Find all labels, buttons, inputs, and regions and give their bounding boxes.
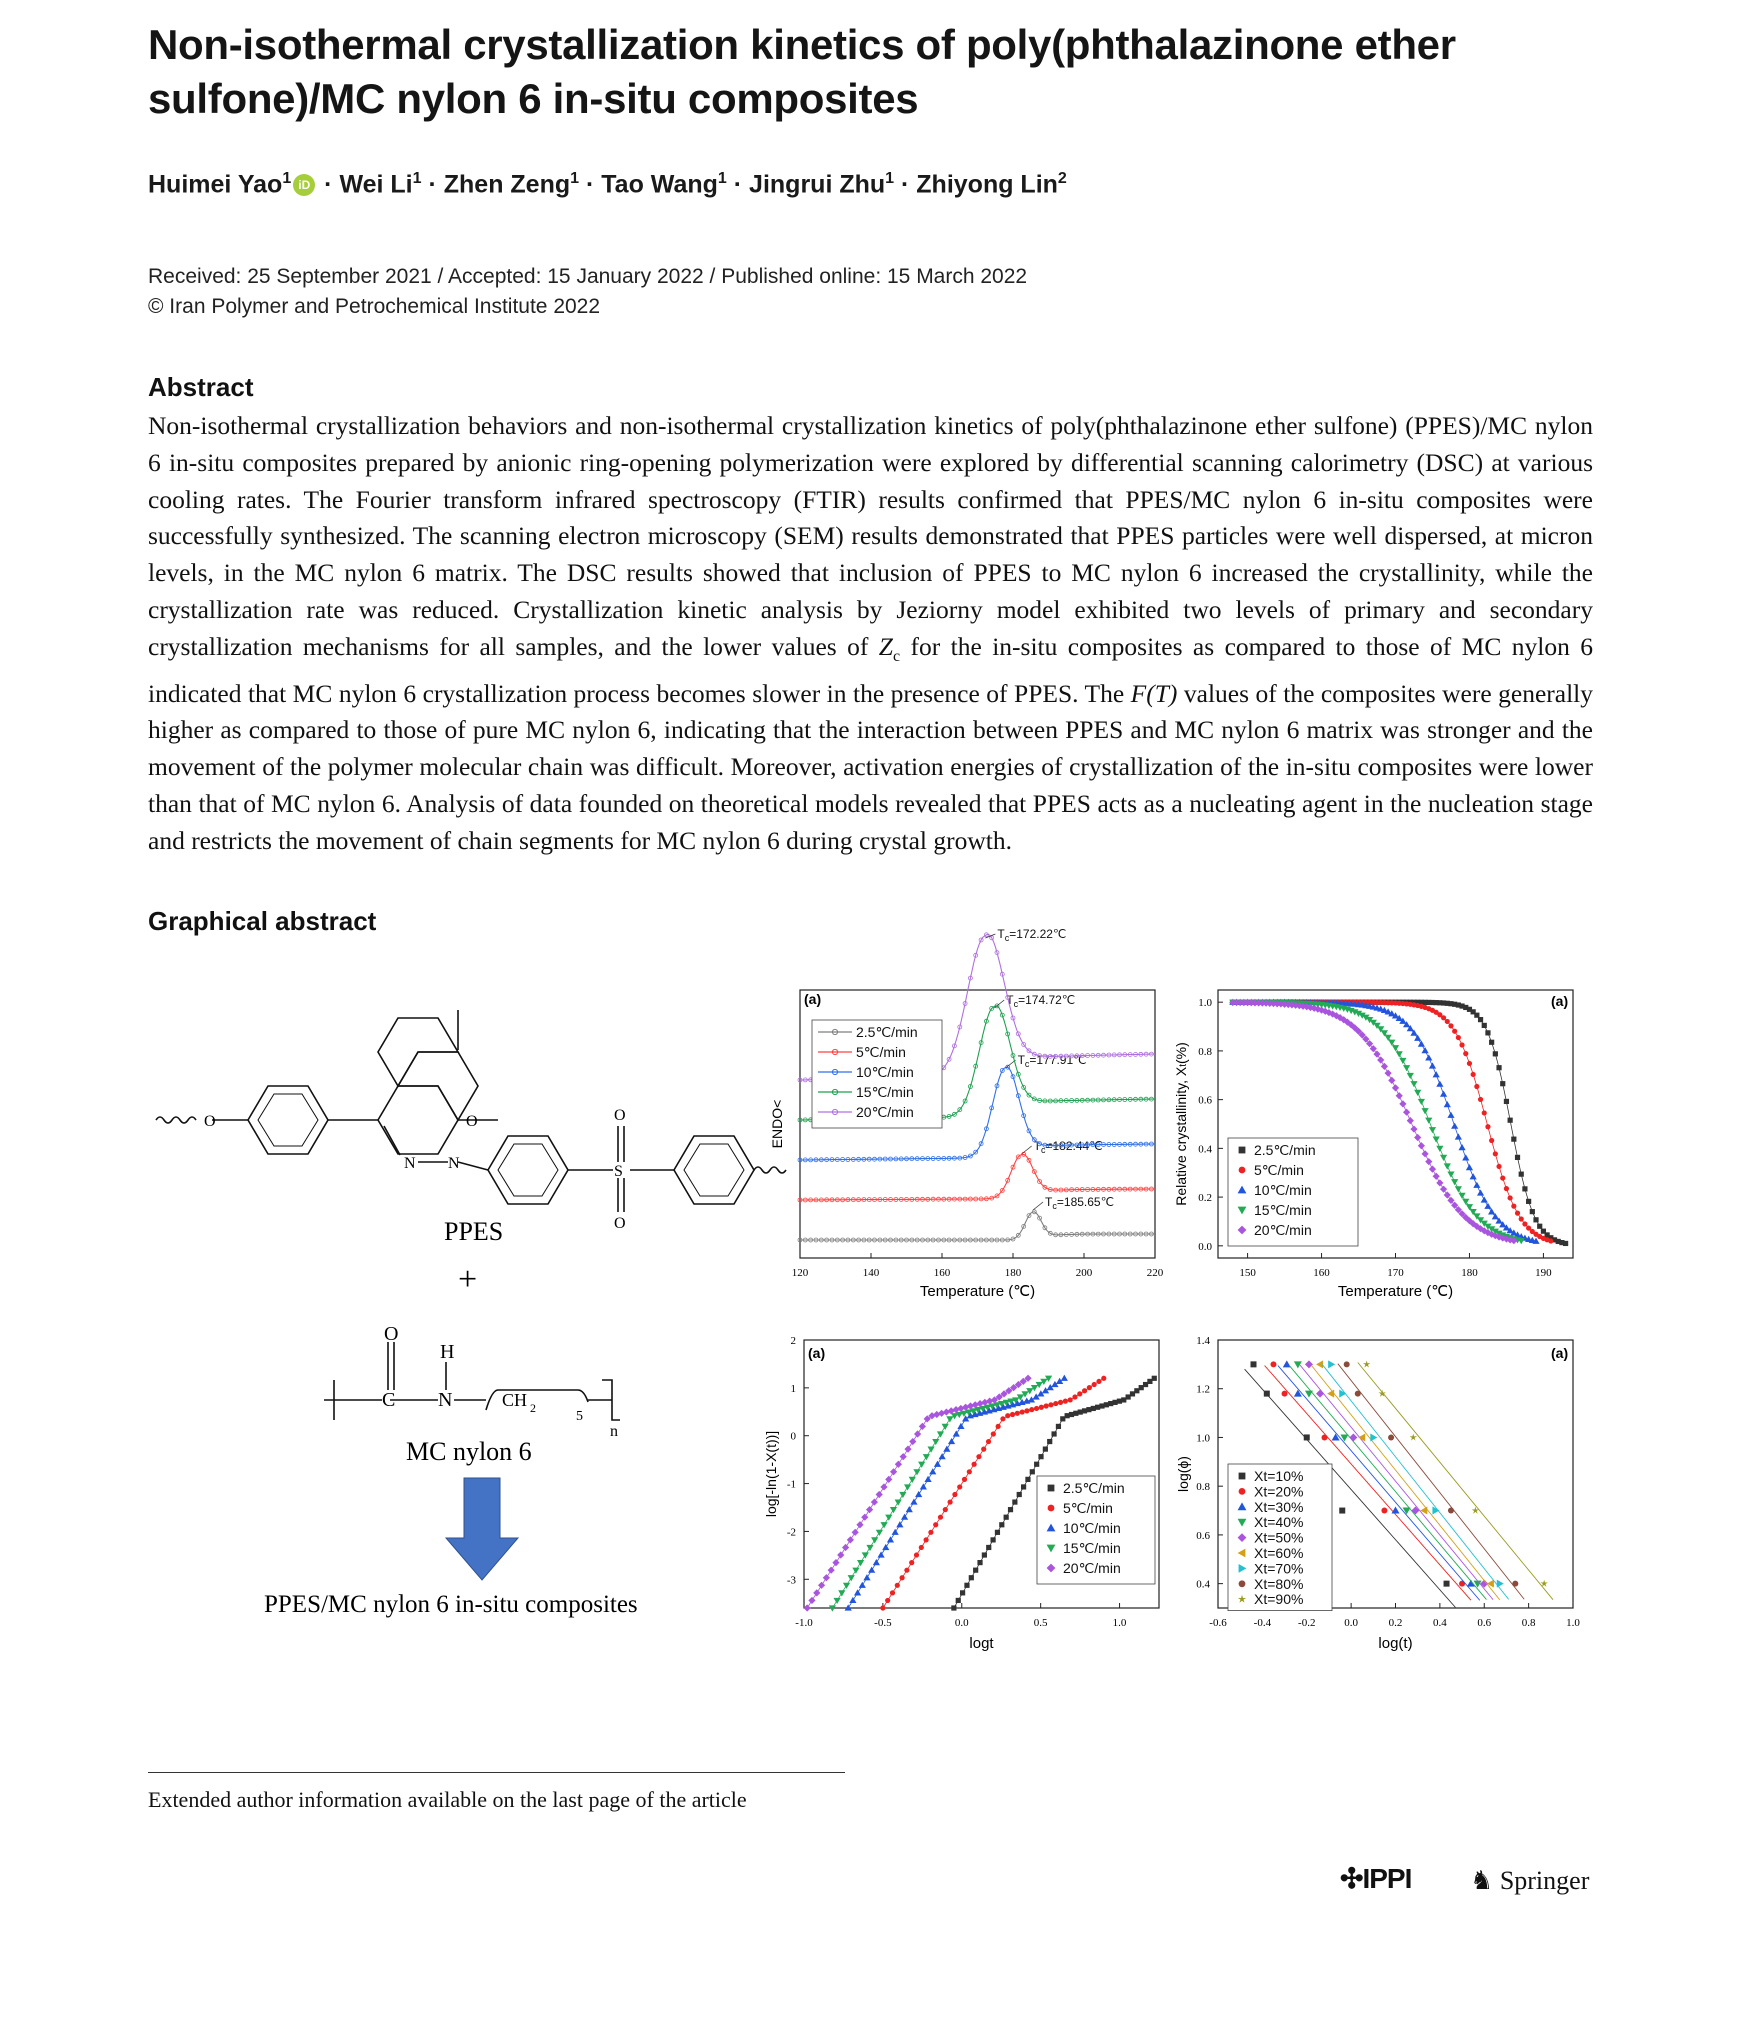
author-separator: · [421,170,444,199]
data-point [1403,1508,1411,1515]
data-point [1340,1434,1348,1441]
legend-label: 5℃/min [856,1044,906,1060]
abstract-zc-symbol: Z [878,631,893,661]
data-point [1370,1433,1377,1441]
data-point [951,1605,956,1610]
legend-label: 10℃/min [856,1064,914,1080]
peak-annotation: $T_c=185.65℃$ [1045,1195,1115,1211]
chart-jeziorny-plot [760,1330,1170,1675]
nylon-label: MC nylon 6 [406,1437,532,1466]
author-affiliation: 1 [282,170,292,187]
x-tick-label: 1.0 [1566,1617,1580,1629]
copyright-line: © Iran Polymer and Petrochemical Institute 2022 [148,295,601,318]
x-tick-label: 160 [933,1267,951,1279]
x-tick-label: 200 [1075,1267,1093,1279]
legend-label: Xt=80% [1254,1575,1304,1592]
chart-legend [1228,1138,1358,1246]
atom-o-sulfonyl-1: O [614,1107,626,1124]
plus-sign: + [458,1261,478,1298]
x-axis-title: Temperature (℃) [1337,1283,1454,1300]
y-tick-label: 0.4 [1196,1578,1210,1591]
chart-legend [812,1020,942,1128]
data-point [1388,1434,1394,1440]
ippi-logo-text: IPPI [1362,1863,1412,1894]
atom-n-1: N [404,1155,416,1172]
atom-c-amide: C [382,1389,396,1411]
abstract-zc-subscript: c [892,647,901,665]
data-point [1239,1488,1246,1495]
abstract-text-2: for the in-situ composites as compared to those of MC nylon 6 indicated that MC nylon 6 crystallization process becomes slower in the presence of PPES. The [148,631,1593,708]
dsc-curve [800,1212,1155,1240]
data-point [1239,1580,1246,1587]
legend-label: Xt=10% [1254,1468,1304,1484]
x-tick-label: 1.0 [1112,1617,1127,1629]
peak-annotation: $T_c=172.22℃$ [997,927,1067,943]
x-tick-label: 120 [791,1267,809,1279]
data-point [1381,1508,1387,1514]
data-point [1497,1580,1504,1588]
author-affiliation: 1 [570,170,580,187]
product-label: PPES/MC nylon 6 in-situ composites [264,1591,638,1618]
chart-relative-crystallinity [1170,980,1590,1320]
x-tick-label: 0.6 [1477,1617,1492,1629]
x-tick-label: 180 [1461,1267,1478,1279]
y-tick-label: 1.4 [1196,1335,1210,1347]
data-point [1355,1391,1361,1397]
dsc-series [798,1210,1155,1242]
legend-label: Xt=70% [1254,1560,1304,1577]
data-point [1251,1361,1257,1367]
author-name: Tao Wang [601,170,718,199]
data-point [1392,1507,1400,1514]
y-tick-label: -2 [786,1526,796,1539]
methylene-subscript: 2 [530,1401,536,1415]
abstract-text-1: Non-isothermal crystallization behaviors and non-isothermal crystallization kinetics of poly(phthalazinone ether sulfone) (PPES)/MC nylon 6 in-situ composites prepared by anionic ring-opening polymerization were explored by differential scanning calorimetry (DSC) at various cooling rates. The Fourier transform infrared spectroscopy (FTIR) results confirmed that PPES/MC nylon 6 in-situ composites were successfully synthesized. The scanning electron microscopy (SEM) results demonstrated that PPES particles were well dispersed, at micron levels, in the MC nylon 6 matrix. The DSC results showed that inclusion of PPES to MC nylon 6 increased the crystallinity, while the crystallization rate was reduced. Crystallization kinetic analysis by Jeziorny model exhibited two levels of primary and secondary crystallization mechanisms for all samples, and the lower values of [148,411,1593,661]
data-point [1444,1581,1450,1587]
data-point [1294,1390,1302,1397]
data-point [1048,1505,1055,1512]
atom-o-ether: O [204,1113,216,1130]
legend-label: 10℃/min [1063,1520,1121,1536]
panel-label: (a) [808,1345,826,1361]
x-tick-label: 140 [862,1267,880,1279]
x-tick-label: -1.0 [795,1617,813,1629]
data-point [1294,1361,1302,1368]
data-point [1239,1473,1246,1480]
x-tick-label: -0.5 [874,1617,892,1629]
repeat-count-5: 5 [576,1409,583,1424]
author-separator: · [726,170,750,199]
methylene-group: CH [502,1390,528,1410]
legend-label: 10℃/min [1254,1182,1312,1198]
y-tick-label: 0.8 [1198,1045,1212,1058]
data-point [1512,1581,1518,1587]
data-point [1304,1434,1310,1440]
fit-line [1311,1365,1500,1600]
repeat-n: n [610,1423,618,1440]
author-name: Wei Li [339,170,413,199]
y-axis-title: ENDO< [769,1099,785,1149]
x-tick-label: 150 [1239,1267,1256,1279]
data-point [1410,1434,1417,1441]
author-separator: · [317,170,340,199]
y-tick-label: 1.0 [1198,997,1212,1010]
atom-h-amide: H [440,1341,455,1363]
atom-o-sulfonyl-2: O [614,1215,626,1232]
data-point [1239,1167,1246,1174]
peak-leader [1033,1202,1043,1210]
chart-dsc-curves [768,927,1168,1320]
author-name: Jingrui Zhu [749,170,886,199]
mo-series [1322,1360,1508,1599]
legend-label: 20℃/min [1254,1222,1312,1238]
author-separator: · [894,170,917,199]
data-point [1264,1391,1270,1397]
abstract-heading: Abstract [148,372,254,402]
x-tick-label: 0.2 [1388,1617,1403,1629]
data-point [1332,1433,1340,1440]
data-point [1239,1147,1246,1154]
orcid-icon[interactable]: iD [293,174,315,196]
x-tick-label: 0.0 [1344,1617,1358,1629]
author-name: Zhen Zeng [443,170,571,199]
data-point [1282,1391,1288,1397]
chart-mo-plot [1170,1330,1590,1675]
panel-label: (a) [1551,993,1569,1009]
peak-annotation: $T_c=174.72℃$ [1006,993,1076,1009]
peak-leader [1022,1146,1032,1154]
data-point [1349,1433,1357,1441]
y-axis-title: Relative crystallinity, Xt(%) [1173,1042,1189,1206]
abstract-ft-symbol: F(T) [1130,678,1178,708]
data-point [1316,1360,1323,1368]
peak-annotation: $T_c=177.91℃$ [1017,1053,1087,1069]
legend-label: Xt=40% [1254,1514,1304,1531]
legend-label: Xt=50% [1254,1529,1304,1546]
legend-label: 15℃/min [1254,1202,1312,1218]
x-tick-label: 0.5 [1033,1617,1048,1629]
y-tick-label: 2 [790,1335,796,1347]
legend-label: 20℃/min [856,1104,914,1120]
x-tick-label: 0.0 [954,1617,969,1629]
x-tick-label: 0.4 [1433,1617,1447,1629]
y-tick-label: 0.4 [1198,1143,1212,1156]
x-tick-label: 0.8 [1521,1617,1536,1629]
x-tick-label: -0.6 [1209,1617,1227,1629]
data-point [880,1605,885,1610]
data-point [1339,1508,1345,1514]
chemical-scheme [148,990,798,1630]
data-point [1305,1391,1313,1398]
fit-line [1322,1365,1508,1600]
author-affiliation: 1 [717,170,727,187]
data-point [1328,1360,1335,1368]
data-point [1316,1390,1324,1398]
data-point [1420,1507,1427,1515]
x-axis-title: Temperature (℃) [919,1283,1036,1300]
x-axis-title: logt [969,1635,994,1652]
fit-line [1338,1364,1524,1600]
data-point [1448,1508,1454,1514]
author-name: Zhiyong Lin [916,170,1058,199]
panel-label: (a) [804,991,822,1007]
legend-label: Xt=30% [1254,1498,1304,1515]
x-tick-label: 180 [1004,1267,1022,1279]
legend-label: 2.5℃/min [1254,1142,1316,1158]
data-point [1472,1507,1479,1514]
author-name: Huimei Yao [148,170,283,199]
legend-label: Xt=20% [1254,1483,1304,1500]
data-point [1363,1360,1370,1367]
legend-label: Xt=90% [1254,1591,1304,1608]
legend-label: 2.5℃/min [1063,1480,1125,1496]
footer-rule [148,1772,845,1773]
springer-logo-text: Springer [1499,1866,1590,1895]
author-separator: · [579,170,602,199]
mo-series [1358,1360,1553,1599]
graphical-abstract-heading: Graphical abstract [148,906,377,936]
author-affiliation: 1 [412,170,422,187]
abstract-body [148,408,1593,860]
x-tick-label: 190 [1535,1267,1552,1279]
data-point [804,1604,811,1611]
data-point [1048,1485,1055,1492]
x-tick-label: 160 [1313,1267,1330,1279]
y-tick-label: 1.0 [1196,1432,1210,1445]
legend-label: 15℃/min [856,1084,914,1100]
x-tick-label: 220 [1146,1267,1164,1279]
ippi-emblem-icon: ✣ [1340,1863,1363,1894]
data-point [1344,1361,1350,1367]
panel-label: (a) [1551,1345,1569,1361]
x-tick-label: -0.4 [1253,1617,1272,1629]
ippi-logo [1340,1862,1411,1895]
legend-label: 2.5℃/min [856,1024,918,1040]
footer-note: Extended author information available on the last page of the article [148,1787,747,1812]
legend-label: 5℃/min [1063,1500,1113,1516]
data-point [1322,1434,1328,1440]
y-tick-label: -3 [786,1574,796,1587]
y-tick-label: 0.6 [1196,1529,1210,1542]
data-point [1327,1390,1334,1398]
y-tick-label: 0.0 [1198,1240,1212,1253]
legend-label: 15℃/min [1063,1540,1121,1556]
dates-line: Received: 25 September 2021 / Accepted: 15 January 2022 / Published online: 15 March 2022 [148,265,1028,288]
ppes-label: PPES [444,1217,504,1246]
x-tick-label: -0.2 [1298,1617,1316,1629]
y-tick-label: 0.2 [1198,1192,1212,1205]
author-affiliation: 1 [885,170,895,187]
legend-label: 5℃/min [1254,1162,1304,1178]
atom-o-carbonyl: O [466,1113,478,1130]
atom-n-2: N [448,1155,460,1172]
data-point [1270,1361,1276,1367]
paper-title: Non-isothermal crystallization kinetics of poly(phthalazinone ether sulfone)/MC nylon 6 in-situ composites [148,21,1456,122]
legend-label: 20℃/min [1063,1560,1121,1576]
y-tick-label: 0 [790,1430,796,1443]
x-axis-title: log(t) [1378,1635,1413,1652]
y-tick-label: 1 [790,1382,796,1395]
y-tick-label: 1.2 [1196,1383,1210,1396]
atom-n-amide: N [438,1389,453,1411]
data-point [1411,1507,1419,1515]
author-list [148,170,1067,199]
publication-dates [148,262,1027,322]
data-point [1305,1360,1313,1368]
y-tick-label: 0.6 [1198,1094,1212,1107]
springer-horse-icon: ♞ [1470,1866,1494,1895]
author-affiliation: 2 [1057,170,1067,187]
x-tick-label: 170 [1387,1267,1404,1279]
y-axis-title: log(ϕ) [1175,1456,1191,1492]
reaction-arrow [446,1478,518,1580]
chart-legend [1037,1476,1155,1584]
abstract-text-3: values of the composites were generally higher as compared to those of pure MC nylon 6, indicating that the interaction between PPES and MC nylon 6 matrix was stronger and the movement of the polymer molecular chain was difficult. Moreover, activation energies of crystallization of the in-situ composites were lower than that of MC nylon 6. Analysis of data founded on theoretical models revealed that PPES acts as a nucleating agent in the nucleation stage and restricts the movement of chain segments for MC nylon 6 during crystal growth. [148,678,1594,855]
y-axis-title: log[-ln(1-X(t))] [763,1430,779,1518]
springer-logo [1470,1866,1589,1896]
atom-o-amide: O [384,1323,399,1345]
chart-legend [1228,1464,1332,1611]
atom-s: S [614,1163,623,1180]
legend-label: Xt=60% [1254,1545,1304,1561]
data-point [1487,1580,1494,1588]
y-tick-label: -1 [786,1478,796,1491]
peak-annotation: $T_c=182.44℃$ [1033,1139,1103,1155]
y-tick-label: 0.8 [1196,1481,1210,1494]
